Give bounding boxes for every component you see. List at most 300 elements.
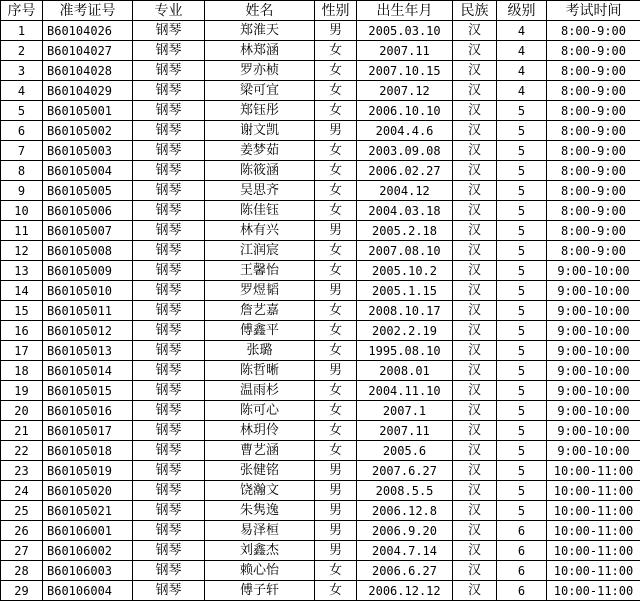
cell-ethnicity: 汉 [453,21,497,41]
cell-level: 6 [497,521,547,541]
cell-ethnicity: 汉 [453,581,497,601]
cell-birth: 1995.08.10 [357,341,453,361]
cell-ethnicity: 汉 [453,461,497,481]
cell-major: 钢琴 [133,401,205,421]
cell-exam-id: B60105003 [43,141,133,161]
cell-birth: 2008.01 [357,361,453,381]
cell-gender: 女 [315,241,357,261]
cell-gender: 男 [315,361,357,381]
cell-birth: 2007.12 [357,81,453,101]
cell-index: 26 [1,521,43,541]
col-header-index: 序号 [1,1,43,21]
cell-ethnicity: 汉 [453,101,497,121]
cell-ethnicity: 汉 [453,341,497,361]
cell-level: 5 [497,281,547,301]
table-row [1,441,640,461]
cell-exam-id: B60105004 [43,161,133,181]
cell-ethnicity: 汉 [453,381,497,401]
table-row [1,361,640,381]
cell-name: 朱隽逸 [205,501,315,521]
cell-birth: 2004.03.18 [357,201,453,221]
table-row [1,161,640,181]
cell-level: 5 [497,461,547,481]
cell-index: 17 [1,341,43,361]
cell-index: 21 [1,421,43,441]
cell-exam-time: 9:00-10:00 [547,441,640,461]
cell-major: 钢琴 [133,261,205,281]
cell-exam-id: B60106004 [43,581,133,601]
cell-birth: 2007.11 [357,421,453,441]
cell-name: 傅鑫平 [205,321,315,341]
cell-level: 5 [497,381,547,401]
cell-level: 5 [497,261,547,281]
table-row [1,141,640,161]
cell-exam-time: 8:00-9:00 [547,241,640,261]
cell-birth: 2008.10.17 [357,301,453,321]
col-header-name: 姓名 [205,1,315,21]
cell-major: 钢琴 [133,141,205,161]
cell-gender: 女 [315,41,357,61]
cell-exam-id: B60104026 [43,21,133,41]
cell-exam-id: B60105009 [43,261,133,281]
table-row [1,81,640,101]
cell-exam-time: 9:00-10:00 [547,321,640,341]
cell-exam-time: 8:00-9:00 [547,41,640,61]
cell-birth: 2007.6.27 [357,461,453,481]
cell-level: 6 [497,581,547,601]
cell-exam-id: B60105016 [43,401,133,421]
cell-exam-time: 8:00-9:00 [547,101,640,121]
cell-name: 罗亦桢 [205,61,315,81]
cell-ethnicity: 汉 [453,41,497,61]
cell-name: 陈佳钰 [205,201,315,221]
cell-exam-id: B60105008 [43,241,133,261]
cell-name: 傅子轩 [205,581,315,601]
cell-gender: 女 [315,441,357,461]
cell-level: 4 [497,41,547,61]
table-row [1,181,640,201]
cell-ethnicity: 汉 [453,281,497,301]
cell-exam-id: B60105007 [43,221,133,241]
cell-index: 16 [1,321,43,341]
cell-name: 詹艺嘉 [205,301,315,321]
cell-gender: 女 [315,181,357,201]
cell-ethnicity: 汉 [453,401,497,421]
cell-gender: 女 [315,101,357,121]
cell-ethnicity: 汉 [453,141,497,161]
cell-name: 谢文凯 [205,121,315,141]
cell-birth: 2005.10.2 [357,261,453,281]
cell-major: 钢琴 [133,521,205,541]
cell-level: 5 [497,321,547,341]
table-row [1,301,640,321]
cell-exam-id: B60106003 [43,561,133,581]
cell-index: 2 [1,41,43,61]
cell-major: 钢琴 [133,121,205,141]
cell-major: 钢琴 [133,541,205,561]
col-header-exam-time: 考试时间 [547,1,640,21]
cell-level: 5 [497,301,547,321]
cell-birth: 2005.2.18 [357,221,453,241]
cell-exam-id: B60105010 [43,281,133,301]
cell-birth: 2004.12 [357,181,453,201]
cell-index: 25 [1,501,43,521]
cell-birth: 2004.4.6 [357,121,453,141]
cell-name: 张健铭 [205,461,315,481]
cell-index: 19 [1,381,43,401]
cell-name: 罗煜韬 [205,281,315,301]
cell-gender: 女 [315,61,357,81]
cell-ethnicity: 汉 [453,481,497,501]
cell-ethnicity: 汉 [453,161,497,181]
cell-exam-time: 9:00-10:00 [547,381,640,401]
cell-exam-time: 8:00-9:00 [547,181,640,201]
cell-gender: 女 [315,421,357,441]
cell-gender: 女 [315,161,357,181]
cell-ethnicity: 汉 [453,261,497,281]
table-row [1,241,640,261]
cell-exam-id: B60105001 [43,101,133,121]
cell-name: 郑钰彤 [205,101,315,121]
cell-gender: 女 [315,321,357,341]
table-row [1,561,640,581]
cell-index: 15 [1,301,43,321]
cell-exam-id: B60105019 [43,461,133,481]
cell-major: 钢琴 [133,321,205,341]
cell-major: 钢琴 [133,41,205,61]
cell-index: 24 [1,481,43,501]
cell-major: 钢琴 [133,301,205,321]
cell-gender: 女 [315,301,357,321]
cell-ethnicity: 汉 [453,541,497,561]
table-row [1,341,640,361]
cell-ethnicity: 汉 [453,81,497,101]
cell-level: 5 [497,361,547,381]
cell-level: 5 [497,141,547,161]
cell-gender: 女 [315,261,357,281]
cell-level: 5 [497,341,547,361]
cell-major: 钢琴 [133,241,205,261]
cell-major: 钢琴 [133,81,205,101]
cell-exam-time: 9:00-10:00 [547,361,640,381]
cell-ethnicity: 汉 [453,561,497,581]
table-row [1,461,640,481]
cell-level: 5 [497,121,547,141]
cell-index: 18 [1,361,43,381]
cell-gender: 男 [315,121,357,141]
cell-exam-time: 10:00-11:00 [547,561,640,581]
cell-name: 温雨杉 [205,381,315,401]
table-row [1,481,640,501]
cell-exam-time: 10:00-11:00 [547,581,640,601]
cell-exam-time: 8:00-9:00 [547,161,640,181]
cell-exam-time: 8:00-9:00 [547,121,640,141]
cell-level: 5 [497,201,547,221]
cell-gender: 男 [315,521,357,541]
cell-major: 钢琴 [133,341,205,361]
cell-ethnicity: 汉 [453,181,497,201]
cell-index: 3 [1,61,43,81]
cell-exam-id: B60105018 [43,441,133,461]
cell-level: 5 [497,401,547,421]
cell-ethnicity: 汉 [453,121,497,141]
cell-exam-time: 10:00-11:00 [547,541,640,561]
cell-index: 11 [1,221,43,241]
cell-major: 钢琴 [133,421,205,441]
cell-gender: 女 [315,561,357,581]
cell-gender: 男 [315,281,357,301]
cell-name: 姜梦茹 [205,141,315,161]
table-row [1,281,640,301]
cell-level: 5 [497,161,547,181]
cell-exam-time: 9:00-10:00 [547,421,640,441]
cell-level: 6 [497,541,547,561]
cell-birth: 2006.6.27 [357,561,453,581]
cell-index: 9 [1,181,43,201]
cell-level: 5 [497,501,547,521]
cell-exam-id: B60105012 [43,321,133,341]
table-row [1,41,640,61]
cell-exam-time: 10:00-11:00 [547,461,640,481]
cell-exam-time: 10:00-11:00 [547,481,640,501]
cell-birth: 2006.12.8 [357,501,453,521]
cell-birth: 2005.1.15 [357,281,453,301]
table-row [1,421,640,441]
col-header-major: 专业 [133,1,205,21]
cell-major: 钢琴 [133,281,205,301]
cell-name: 林有兴 [205,221,315,241]
cell-exam-id: B60106001 [43,521,133,541]
cell-name: 曹艺涵 [205,441,315,461]
cell-level: 4 [497,61,547,81]
cell-exam-time: 8:00-9:00 [547,61,640,81]
cell-index: 28 [1,561,43,581]
cell-gender: 男 [315,21,357,41]
cell-name: 林玥伶 [205,421,315,441]
cell-major: 钢琴 [133,501,205,521]
cell-name: 陈哲晰 [205,361,315,381]
table-row [1,541,640,561]
cell-exam-id: B60105013 [43,341,133,361]
cell-exam-id: B60105017 [43,421,133,441]
cell-major: 钢琴 [133,381,205,401]
cell-name: 梁可宜 [205,81,315,101]
cell-major: 钢琴 [133,361,205,381]
cell-exam-time: 8:00-9:00 [547,221,640,241]
cell-level: 6 [497,561,547,581]
cell-birth: 2002.2.19 [357,321,453,341]
cell-name: 刘鑫杰 [205,541,315,561]
cell-exam-id: B60104027 [43,41,133,61]
cell-major: 钢琴 [133,201,205,221]
cell-level: 5 [497,101,547,121]
cell-index: 20 [1,401,43,421]
cell-level: 5 [497,221,547,241]
table-row [1,121,640,141]
cell-ethnicity: 汉 [453,441,497,461]
cell-ethnicity: 汉 [453,241,497,261]
cell-major: 钢琴 [133,21,205,41]
cell-index: 13 [1,261,43,281]
cell-major: 钢琴 [133,581,205,601]
cell-gender: 女 [315,201,357,221]
cell-index: 12 [1,241,43,261]
cell-birth: 2008.5.5 [357,481,453,501]
table-row [1,61,640,81]
cell-major: 钢琴 [133,481,205,501]
cell-major: 钢琴 [133,441,205,461]
cell-name: 王馨怡 [205,261,315,281]
cell-major: 钢琴 [133,61,205,81]
table-row [1,201,640,221]
cell-level: 5 [497,441,547,461]
cell-name: 江润宸 [205,241,315,261]
cell-name: 林郑涵 [205,41,315,61]
cell-gender: 男 [315,481,357,501]
cell-ethnicity: 汉 [453,201,497,221]
cell-index: 27 [1,541,43,561]
cell-index: 5 [1,101,43,121]
cell-level: 5 [497,241,547,261]
cell-ethnicity: 汉 [453,301,497,321]
cell-birth: 2007.11 [357,41,453,61]
cell-gender: 女 [315,381,357,401]
cell-index: 29 [1,581,43,601]
cell-index: 23 [1,461,43,481]
cell-birth: 2007.08.10 [357,241,453,261]
cell-exam-time: 9:00-10:00 [547,301,640,321]
cell-gender: 男 [315,501,357,521]
cell-name: 饶瀚文 [205,481,315,501]
cell-major: 钢琴 [133,181,205,201]
cell-exam-id: B60106002 [43,541,133,561]
col-header-level: 级别 [497,1,547,21]
cell-name: 郑淮天 [205,21,315,41]
table-row [1,261,640,281]
cell-ethnicity: 汉 [453,521,497,541]
cell-exam-time: 8:00-9:00 [547,81,640,101]
cell-ethnicity: 汉 [453,501,497,521]
cell-birth: 2007.1 [357,401,453,421]
cell-exam-time: 9:00-10:00 [547,281,640,301]
cell-level: 4 [497,21,547,41]
cell-index: 4 [1,81,43,101]
cell-ethnicity: 汉 [453,221,497,241]
cell-exam-time: 8:00-9:00 [547,141,640,161]
cell-name: 赖心怡 [205,561,315,581]
cell-birth: 2006.02.27 [357,161,453,181]
header-row [1,1,640,21]
cell-level: 5 [497,481,547,501]
cell-gender: 男 [315,221,357,241]
cell-ethnicity: 汉 [453,61,497,81]
cell-gender: 女 [315,341,357,361]
cell-level: 5 [497,181,547,201]
cell-name: 陈筱涵 [205,161,315,181]
cell-major: 钢琴 [133,221,205,241]
cell-major: 钢琴 [133,161,205,181]
cell-birth: 2005.6 [357,441,453,461]
cell-exam-time: 8:00-9:00 [547,21,640,41]
cell-exam-time: 8:00-9:00 [547,201,640,221]
table-body [1,21,640,601]
cell-index: 8 [1,161,43,181]
table-row [1,381,640,401]
cell-exam-id: B60105020 [43,481,133,501]
cell-birth: 2006.9.20 [357,521,453,541]
cell-exam-id: B60105014 [43,361,133,381]
cell-name: 陈可心 [205,401,315,421]
cell-exam-id: B60105002 [43,121,133,141]
cell-major: 钢琴 [133,561,205,581]
col-header-birth: 出生年月 [357,1,453,21]
cell-exam-id: B60105021 [43,501,133,521]
cell-ethnicity: 汉 [453,421,497,441]
cell-exam-id: B60105011 [43,301,133,321]
table-row [1,101,640,121]
table-row [1,321,640,341]
cell-name: 张璐 [205,341,315,361]
cell-exam-id: B60104028 [43,61,133,81]
cell-ethnicity: 汉 [453,361,497,381]
table-row [1,501,640,521]
cell-level: 4 [497,81,547,101]
cell-exam-time: 9:00-10:00 [547,341,640,361]
cell-birth: 2003.09.08 [357,141,453,161]
cell-index: 22 [1,441,43,461]
cell-exam-id: B60105015 [43,381,133,401]
col-header-gender: 性别 [315,1,357,21]
table-row [1,21,640,41]
cell-gender: 女 [315,581,357,601]
cell-major: 钢琴 [133,461,205,481]
cell-birth: 2006.10.10 [357,101,453,121]
cell-name: 吴思齐 [205,181,315,201]
cell-ethnicity: 汉 [453,321,497,341]
cell-exam-id: B60105005 [43,181,133,201]
cell-gender: 男 [315,541,357,561]
cell-birth: 2007.10.15 [357,61,453,81]
cell-exam-id: B60105006 [43,201,133,221]
cell-exam-time: 10:00-11:00 [547,501,640,521]
cell-gender: 女 [315,81,357,101]
cell-birth: 2005.03.10 [357,21,453,41]
cell-exam-id: B60104029 [43,81,133,101]
cell-gender: 女 [315,141,357,161]
table-row [1,221,640,241]
cell-index: 1 [1,21,43,41]
col-header-exam-id: 准考证号 [43,1,133,21]
cell-birth: 2006.12.12 [357,581,453,601]
cell-index: 7 [1,141,43,161]
col-header-ethnicity: 民族 [453,1,497,21]
cell-index: 6 [1,121,43,141]
cell-exam-time: 9:00-10:00 [547,261,640,281]
cell-birth: 2004.7.14 [357,541,453,561]
cell-index: 14 [1,281,43,301]
cell-exam-time: 10:00-11:00 [547,521,640,541]
table-row [1,521,640,541]
cell-level: 5 [497,421,547,441]
cell-index: 10 [1,201,43,221]
cell-birth: 2004.11.10 [357,381,453,401]
table-row [1,401,640,421]
cell-name: 易泽桓 [205,521,315,541]
cell-gender: 女 [315,401,357,421]
cell-major: 钢琴 [133,101,205,121]
cell-exam-time: 9:00-10:00 [547,401,640,421]
cell-gender: 男 [315,461,357,481]
